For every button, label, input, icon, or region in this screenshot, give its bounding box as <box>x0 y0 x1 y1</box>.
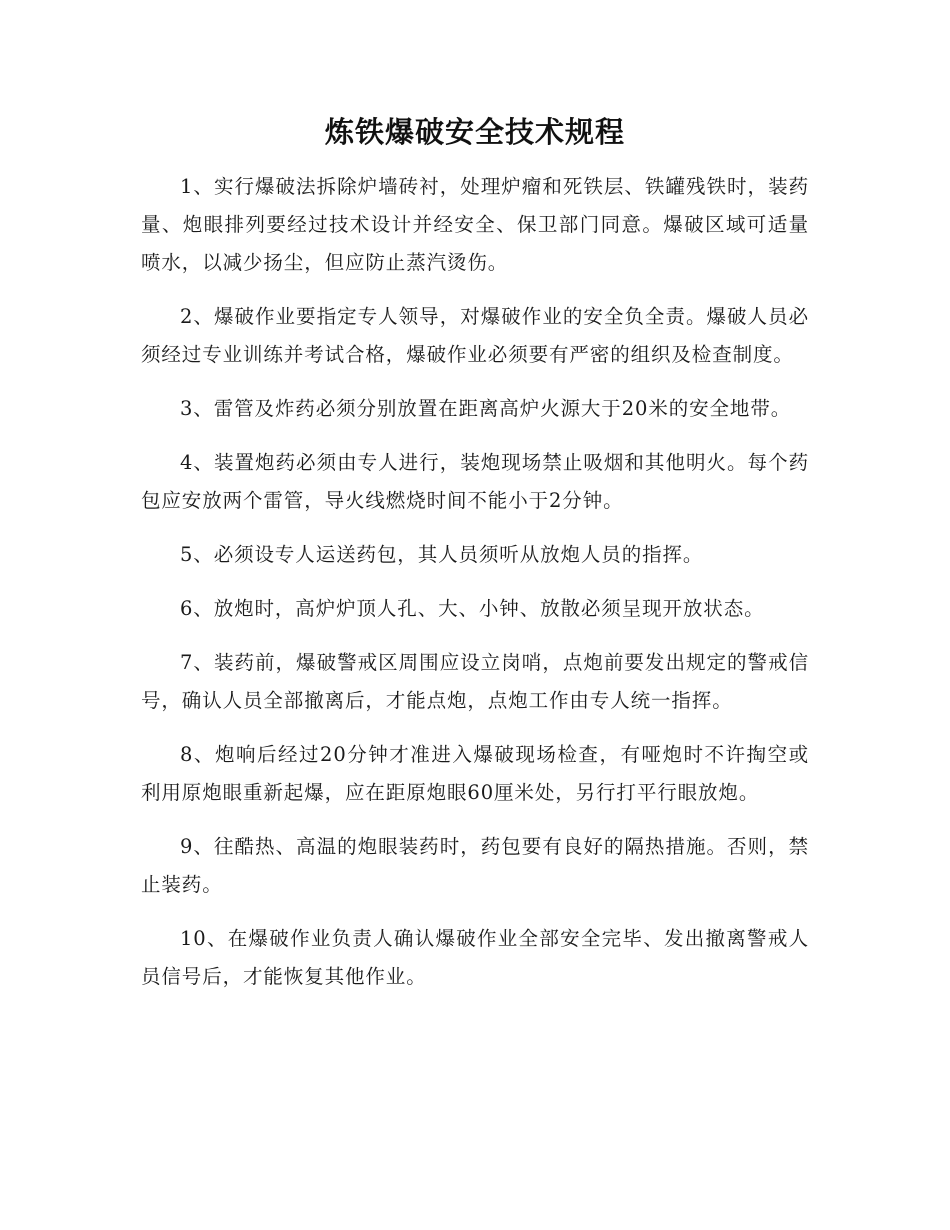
paragraph-10: 10、在爆破作业负责人确认爆破作业全部安全完毕、发出撤离警戒人员信号后，才能恢复其他作业。 <box>141 927 809 988</box>
paragraph-9: 9、往酷热、高温的炮眼装药时，药包要有良好的隔热措施。否则，禁止装药。 <box>141 835 809 896</box>
paragraph-7: 7、装药前，爆破警戒区周围应设立岗哨，点炮前要发出规定的警戒信号，确认人员全部撤离后，才能点炮，点炮工作由专人统一指挥。 <box>141 651 809 712</box>
paragraph-6: 6、放炮时，高炉炉顶人孔、大、小钟、放散必须呈现开放状态。 <box>180 597 765 620</box>
document-body <box>141 168 809 1012</box>
paragraph-5: 5、必须设专人运送药包，其人员须听从放炮人员的指挥。 <box>180 543 704 566</box>
paragraph-1: 1、实行爆破法拆除炉墙砖衬，处理炉瘤和死铁层、铁罐残铁时，装药量、炮眼排列要经过技术设计并经安全、保卫部门同意。爆破区域可适量喷水，以减少扬尘，但应防止蒸汽烫伤。 <box>141 175 809 274</box>
paragraph-3: 3、雷管及炸药必须分别放置在距离高炉火源大于20米的安全地带。 <box>180 397 792 420</box>
document-title: 炼铁爆破安全技术规程 <box>324 115 625 149</box>
paragraph-8: 8、炮响后经过20分钟才准进入爆破现场检查，有哑炮时不许掏空或利用原炮眼重新起爆，应在距原炮眼60厘米处，另行打平行眼放炮。 <box>141 743 809 804</box>
paragraph-2: 2、爆破作业要指定专人领导，对爆破作业的安全负全责。爆破人员必须经过专业训练并考试合格，爆破作业必须要有严密的组织及检查制度。 <box>141 305 809 366</box>
paragraph-4: 4、装置炮药必须由专人进行，装炮现场禁止吸烟和其他明火。每个药包应安放两个雷管，导火线燃烧时间不能小于2分钟。 <box>141 451 809 512</box>
